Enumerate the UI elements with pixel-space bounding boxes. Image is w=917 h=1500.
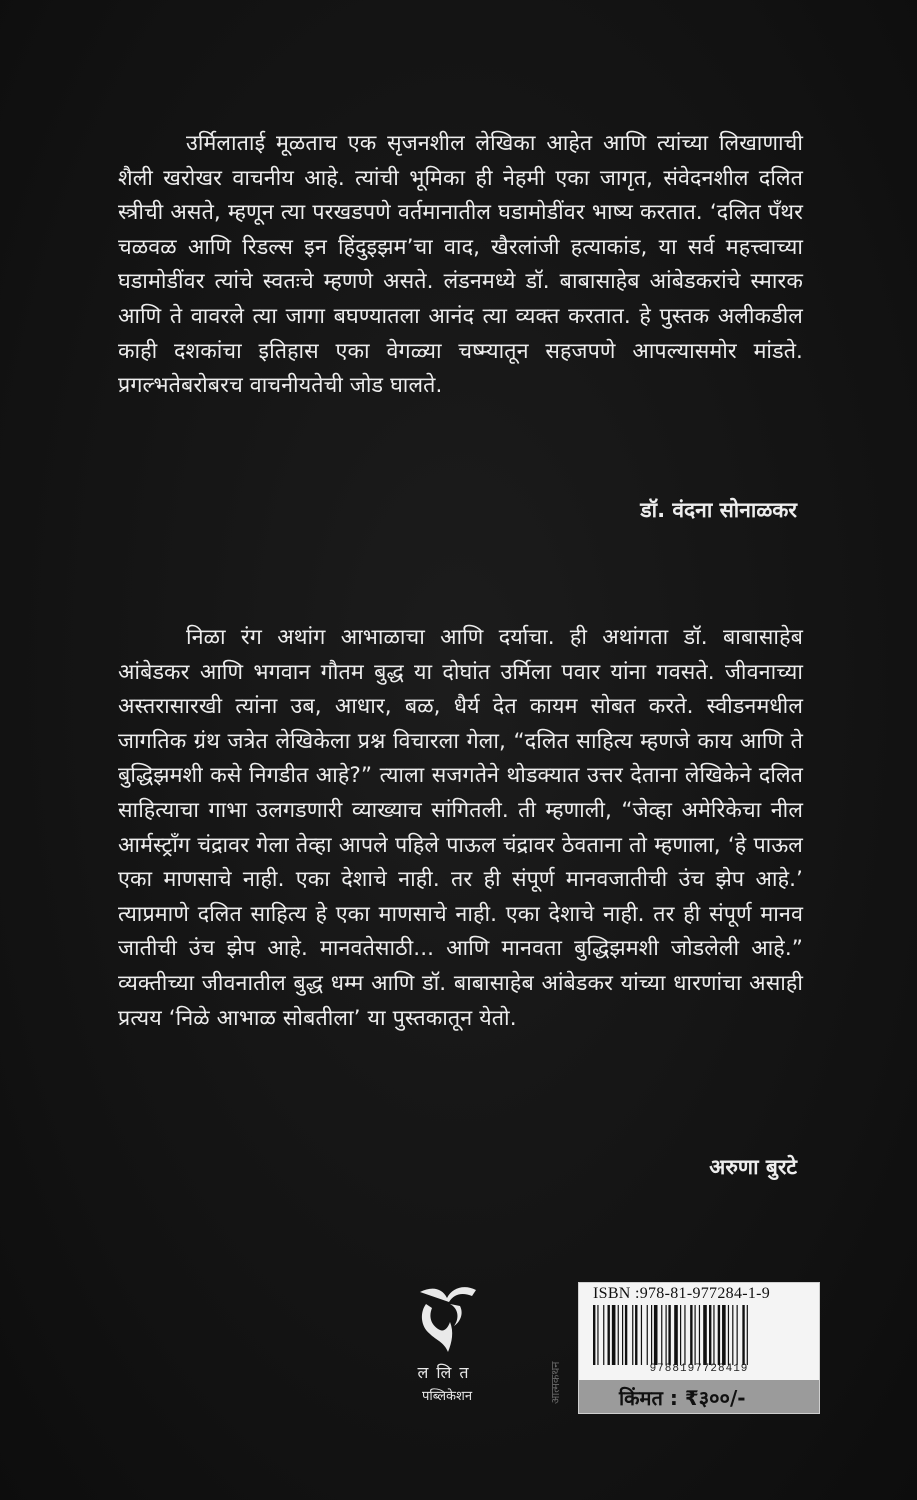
publisher-name: ललित (417, 1363, 477, 1382)
genre-vertical-text: आत्मकथन (549, 1361, 562, 1404)
isbn-barcode-box (578, 1282, 820, 1414)
publisher-subtitle: पब्लिकेशन (421, 1389, 473, 1404)
barcode-icon (591, 1305, 807, 1365)
review-paragraph-1 (118, 127, 803, 404)
publisher-logo (392, 1282, 512, 1412)
barcode-digits: 9788197728419 (649, 1363, 749, 1375)
review-2-author: अरुणा बुरटे (709, 1155, 797, 1179)
review-1-text: उर्मिलाताई मूळताच एक सृजनशील लेखिका आहेत आणि त्यांच्या लिखाणाची शैली खरोखर वाचनीय आहे. त्यांची भूमिका ही नेहमी एका जागृत, संवेदनशील दलित स्त्रीची असते, म्हणून त्या परखडपणे वर्तमानातील घडामोडींवर भाष्य करतात. ‘दलित पँथर चळवळ आणि रिडल्स इन हिंदुइझम’चा वाद, खैरलांजी हत्याकांड, या सर्व महत्त्वाच्या घडामोडींवर त्यांचे स्वतःचे म्हणणे असते. लंडनमध्ये डॉ. बाबासाहेब आंबेडकरांचे स्मारक आणि ते वावरले त्या जागा बघण्यातला आनंद त्या व्यक्त करतात. हे पुस्तक अलीकडील काही दशकांचा इतिहास एका वेगळ्या चष्म्यातून सहजपणे आपल्यासमोर मांडते. प्रगल्भतेबरोबरच वाचनीयतेची जोड घालते. (118, 131, 803, 399)
review-1-author: डॉ. वंदना सोनाळकर (640, 498, 797, 522)
isbn-label: ISBN :978-81-977284-1-9 (593, 1285, 771, 1302)
review-2-text: निळा रंग अथांग आभाळाचा आणि दर्याचा. ही अथांगता डॉ. बाबासाहेब आंबेडकर आणि भगवान गौतम बुद्ध या दोघांत उर्मिला पवार यांना गवसते. जीवनाच्या अस्तरासारखी त्यांना उब, आधार, बळ, धैर्य देत कायम सोबत करते. स्वीडनमधील जागतिक ग्रंथ जत्रेत लेखिकेला प्रश्न विचारला गेला, “दलित साहित्य म्हणजे काय आणि ते बुद्धिझमशी कसे निगडीत आहे?” त्याला सजगतेने थोडक्यात उत्तर देताना लेखिकेने दलित साहित्याचा गाभा उलगडणारी व्याख्याच सांगितली. ती म्हणाली, “जेव्हा अमेरिकेचा नील आर्मस्ट्राँग चंद्रावर गेला तेव्हा आपले पहिले पाऊल चंद्रावर ठेवताना तो म्हणाला, ‘हे पाऊल एका माणसाचे नाही. एका देशाचे नाही. तर ही संपूर्ण मानवजातीची उंच झेप आहे.’ त्याप्रमाणे दलित साहित्य हे एका माणसाचे नाही. एका देशाचे नाही. तर ही संपूर्ण मानव जातीची उंच झेप आहे. मानवतेसाठी... आणि मानवता बुद्धिझमशी जोडलेली आहे.” व्यक्तीच्या जीवनातील बुद्ध धम्म आणि डॉ. बाबासाहेब आंबेडकर यांच्या धारणांचा असाही प्रत्यय ‘निळे आभाळ सोबतीला’ या पुस्तकातून येतो. (118, 625, 803, 1031)
price-label: किंमत : ₹३००/- (619, 1386, 746, 1410)
book-leaf-logo-icon (414, 1282, 480, 1360)
price-bar (579, 1380, 819, 1413)
review-paragraph-2 (118, 621, 803, 1036)
